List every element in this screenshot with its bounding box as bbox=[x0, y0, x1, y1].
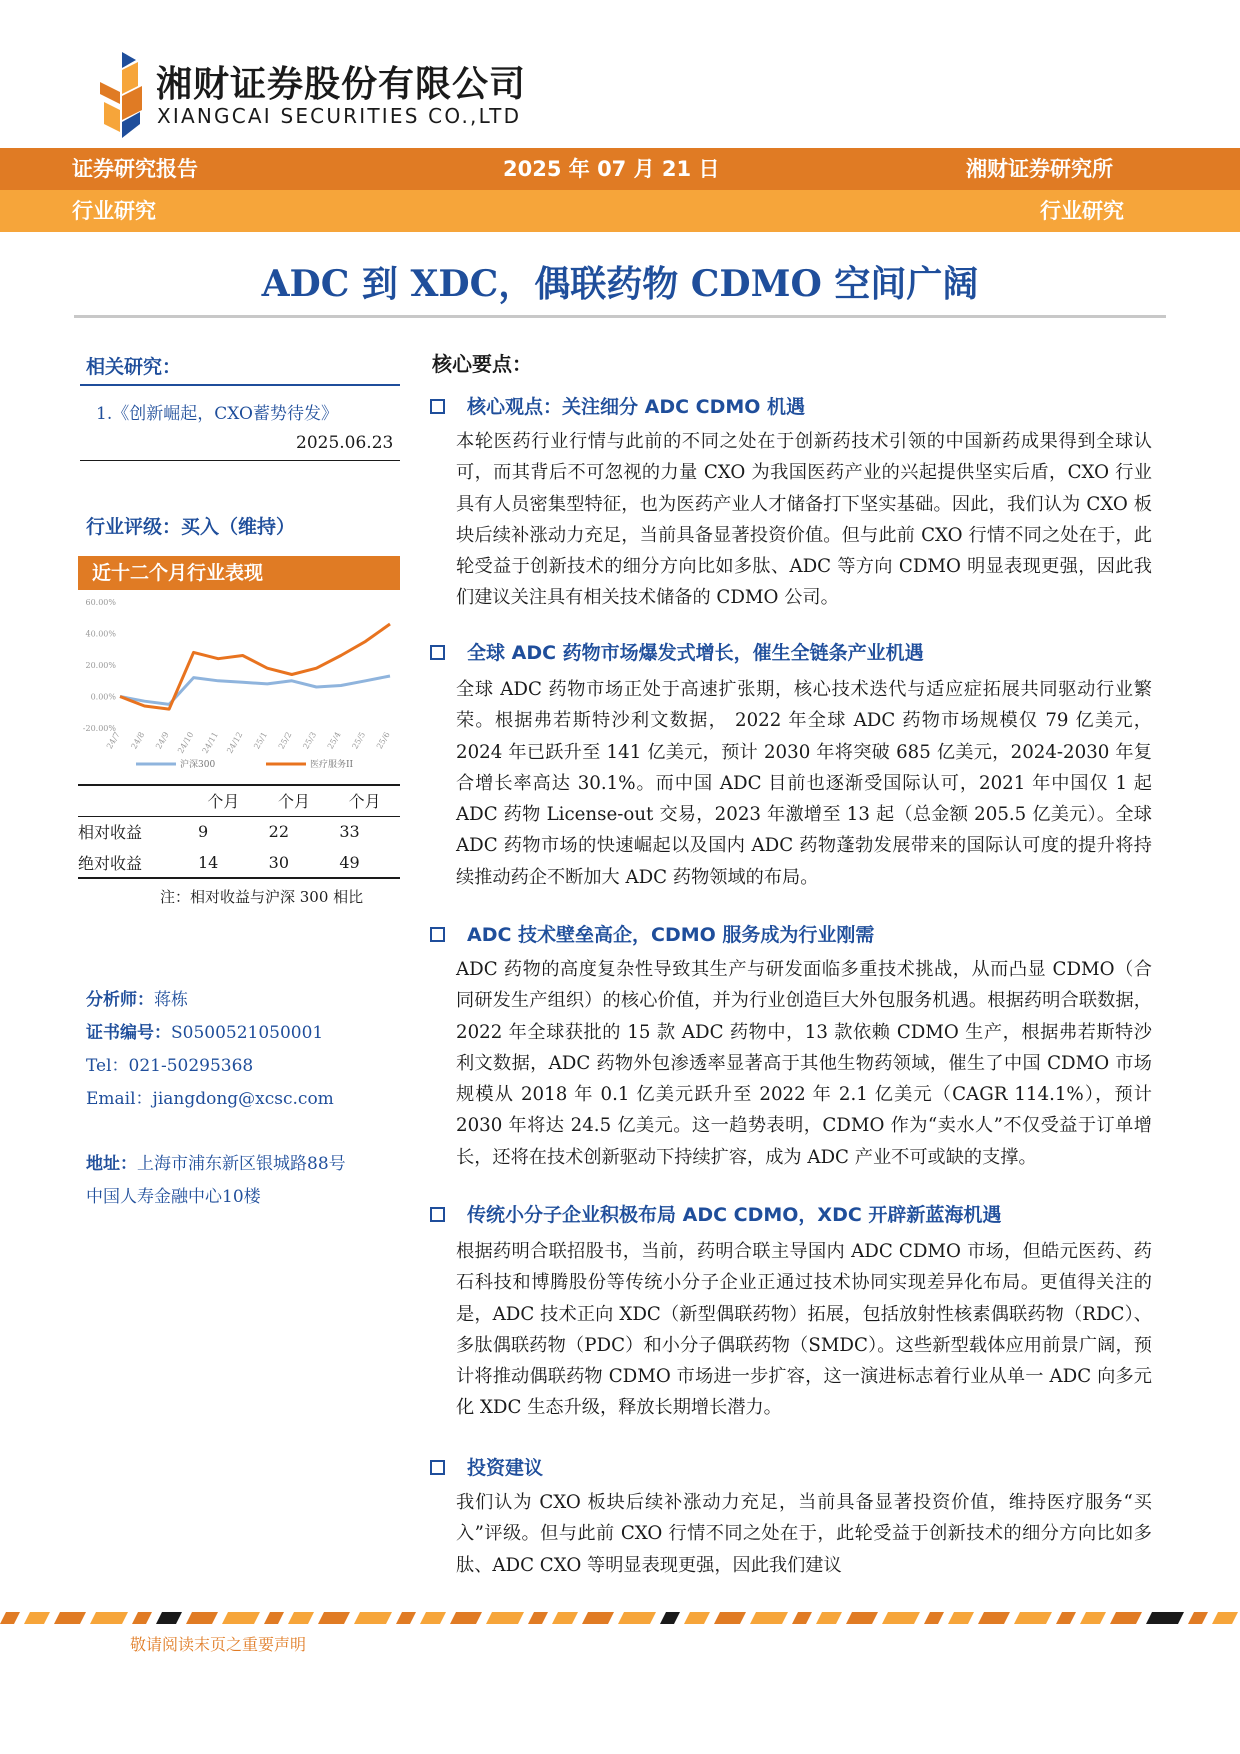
certificate-number: S0500521050001 bbox=[171, 1023, 324, 1043]
category-left: 行业研究 bbox=[72, 199, 156, 223]
section-heading-investment bbox=[430, 1453, 543, 1480]
company-logo bbox=[92, 52, 152, 138]
report-title: ADC 到 XDC，偶联药物 CDMO 空间广阔 bbox=[261, 263, 979, 305]
row-label: 绝对收益 bbox=[78, 847, 188, 878]
table-row bbox=[78, 816, 400, 847]
table-note: 注：相对收益与沪深 300 相比 bbox=[160, 888, 364, 906]
checkbox-bullet-icon bbox=[430, 1460, 445, 1475]
stripe-segment bbox=[1014, 1612, 1052, 1624]
checkbox-bullet-icon bbox=[430, 399, 445, 414]
x-tick-label: 24/8 bbox=[129, 730, 147, 751]
stripe-segment bbox=[948, 1612, 974, 1624]
x-tick-label: 24/10 bbox=[176, 730, 196, 755]
section-title: 传统小分子企业积极布局 ADC CDMO，XDC 开辟新蓝海机遇 bbox=[467, 1204, 1002, 1226]
section-title: ADC 技术壁垒高企，CDMO 服务成为行业刚需 bbox=[467, 924, 875, 946]
y-tick-label: 20.00% bbox=[85, 661, 116, 670]
table-row bbox=[78, 847, 400, 878]
series-line-healthcare bbox=[120, 624, 390, 709]
footer-disclaimer[interactable]: 敬请阅读末页之重要声明 bbox=[130, 1635, 307, 1654]
stripe-segment bbox=[1212, 1612, 1238, 1624]
stripe-segment bbox=[1056, 1612, 1076, 1624]
tel-number: 021-50295368 bbox=[128, 1056, 254, 1076]
section-heading-small-molecule bbox=[430, 1200, 1001, 1227]
section-title: 投资建议 bbox=[467, 1457, 544, 1479]
section-title: 核心观点：关注细分 ADC CDMO 机遇 bbox=[467, 396, 806, 418]
email-line bbox=[86, 1084, 334, 1109]
report-header-band bbox=[0, 148, 1240, 190]
y-tick-label: 40.00% bbox=[85, 629, 116, 639]
related-research-heading: 相关研究： bbox=[86, 356, 182, 378]
x-tick-label: 25/4 bbox=[325, 730, 343, 751]
section-heading-global-adc bbox=[430, 638, 924, 665]
category-band bbox=[0, 190, 1240, 232]
table-header-cell: 个月 bbox=[329, 785, 400, 816]
email-label: Email： bbox=[86, 1089, 153, 1109]
stripe-segment bbox=[420, 1612, 446, 1624]
related-divider bbox=[80, 384, 400, 386]
address-label: 地址： bbox=[86, 1154, 137, 1174]
stripe-segment bbox=[750, 1612, 788, 1624]
checkbox-bullet-icon bbox=[430, 645, 445, 660]
y-tick-label: 60.00% bbox=[85, 598, 116, 607]
stripe-segment bbox=[1110, 1612, 1142, 1624]
y-tick-label: 0.00% bbox=[90, 692, 116, 702]
section-body-adc-barrier: ADC 药物的高度复杂性导致其生产与研发面临多重技术挑战，从而凸显 CDMO（合同研发生产组织）的核心价值，并为行业创造巨大外包服务机遇。根据药明合联数据，2022 年全球获批的 15 款 ADC 药物中，13 款依赖 CDMO 生产，根据弗若斯特沙利文数据，ADC 药物外包渗透率显著高于其他生物药领域，催生了中国 CDMO 市场规模从 2018 年 0.1 亿美元跃升至 2022 年 2.1 亿美元（CAGR 114.1%），预计 2030 年将达 24.5 亿美元。这一趋势表明，CDMO 作为“卖水人”不仅受益于订单增长，还将在技术创新驱动下持续扩容，成为 ADC 产业不可或缺的支撑。 bbox=[456, 959, 1152, 1168]
stripe-segment bbox=[924, 1612, 944, 1624]
performance-heading: 近十二个月行业表现 bbox=[92, 562, 264, 584]
stripe-segment bbox=[354, 1612, 392, 1624]
company-name-cn: 湘财证券股份有限公司 bbox=[156, 64, 527, 105]
stripe-segment bbox=[816, 1612, 842, 1624]
section-heading-core-view bbox=[430, 392, 805, 419]
table-header-cell bbox=[78, 785, 188, 816]
table-cell: 14 bbox=[188, 847, 259, 878]
section-body-global-adc: 全球 ADC 药物市场正处于高速扩张期，核心技术迭代与适应症拓展共同驱动行业繁荣。根据弗若斯特沙利文数据， 2022 年全球 ADC 药物市场规模仅 79 亿美元，2024 年已跃升至 141 亿美元，预计 2030 年将突破 685 亿美元，2024-2030 年复合增长率高达 30.1%。而中国 ADC 目前也逐渐受国际认可，2021 年中国仅 1 起 ADC 药物 License-out 交易，2023 年激增至 13 起（总金额 205.5 亿美元）。全球 ADC 药物市场的快速崛起以及国内 ADC 药物蓬勃发展带来的国际认可度的提升将持续推动药企不断加大 ADC 药物领域的布局。 bbox=[456, 679, 1152, 888]
address-text: 上海市浦东新区银城路88号 bbox=[137, 1154, 346, 1174]
tel-line bbox=[86, 1051, 253, 1076]
analyst-name-line bbox=[86, 985, 188, 1010]
stripe-segment bbox=[882, 1612, 920, 1624]
stripe-segment bbox=[1080, 1612, 1106, 1624]
stripe-segment bbox=[714, 1612, 746, 1624]
table-header-row bbox=[78, 785, 400, 816]
stripe-segment bbox=[846, 1612, 878, 1624]
performance-table bbox=[78, 784, 400, 879]
stripe-segment bbox=[288, 1612, 314, 1624]
section-heading-adc-barrier bbox=[430, 920, 874, 947]
stripe-segment bbox=[978, 1612, 1010, 1624]
stripe-segment bbox=[660, 1612, 680, 1624]
certificate-label: 证书编号： bbox=[86, 1023, 171, 1043]
stripe-segment bbox=[1146, 1612, 1184, 1624]
x-tick-label: 24/7 bbox=[104, 730, 122, 751]
checkbox-bullet-icon bbox=[430, 1207, 445, 1222]
report-type: 证券研究报告 bbox=[72, 157, 198, 181]
series-line-hs300 bbox=[120, 676, 390, 704]
y-tick-label: -20.00% bbox=[82, 724, 116, 733]
address-line-2: 中国人寿金融中心10楼 bbox=[86, 1187, 261, 1207]
stripe-segment bbox=[528, 1612, 548, 1624]
stripe-segment bbox=[132, 1612, 152, 1624]
related-item-date: 2025.06.23 bbox=[296, 433, 394, 453]
stripe-segment bbox=[582, 1612, 614, 1624]
stripe-segment bbox=[396, 1612, 416, 1624]
stripe-segment bbox=[618, 1612, 656, 1624]
stripe-segment bbox=[450, 1612, 482, 1624]
analyst-name: 蒋栋 bbox=[154, 990, 188, 1010]
stripe-segment bbox=[0, 1612, 20, 1624]
industry-rating: 行业评级：买入（维持） bbox=[86, 516, 296, 538]
stripe-segment bbox=[186, 1612, 218, 1624]
table-cell: 33 bbox=[339, 822, 360, 842]
performance-heading-bar bbox=[78, 556, 400, 590]
row-label: 相对收益 bbox=[78, 823, 143, 843]
table-cell: 30 bbox=[259, 847, 330, 878]
stripe-segment bbox=[156, 1612, 182, 1624]
stripe-segment bbox=[90, 1612, 128, 1624]
footer-stripes bbox=[0, 1612, 1240, 1624]
stripe-segment bbox=[486, 1612, 524, 1624]
email-link[interactable]: jiangdong@xcsc.com bbox=[152, 1089, 334, 1109]
category-right: 行业研究 bbox=[1040, 199, 1124, 223]
stripe-segment bbox=[24, 1612, 50, 1624]
stripe-segment bbox=[684, 1612, 710, 1624]
x-tick-label: 25/5 bbox=[350, 730, 368, 751]
related-bottom-rule bbox=[80, 460, 400, 461]
x-tick-label: 24/11 bbox=[200, 730, 220, 755]
legend-label: 医疗服务II bbox=[310, 760, 354, 770]
x-tick-label: 25/6 bbox=[374, 730, 392, 751]
report-date: 2025 年 07 月 21 日 bbox=[503, 157, 720, 181]
table-cell: 9 bbox=[198, 822, 209, 842]
related-item-title[interactable]: 1.《创新崛起，CXO蓄势待发》 bbox=[96, 404, 338, 424]
stripe-segment bbox=[792, 1612, 812, 1624]
stripe-segment bbox=[318, 1612, 350, 1624]
certificate-line bbox=[86, 1018, 323, 1043]
title-divider bbox=[74, 315, 1166, 318]
section-title: 全球 ADC 药物市场爆发式增长，催生全链条产业机遇 bbox=[467, 642, 924, 664]
section-body-small-molecule: 根据药明合联招股书，当前，药明合联主导国内 ADC CDMO 市场，但皓元医药、药石科技和博腾股份等传统小分子企业正通过技术协同实现差异化布局。更值得关注的是，ADC 技术正向 XDC（新型偶联药物）拓展，包括放射性核素偶联药物（RDC）、多肽偶联药物（PDC）和小分子偶联药物（SMDC）。这些新型载体应用前景广阔，预计将推动偶联药物 CDMO 市场进一步扩容，这一演进标志着行业从单一 ADC 向多元化 XDC 生态升级，释放长期增长潜力。 bbox=[456, 1241, 1152, 1419]
address-line-1 bbox=[86, 1149, 346, 1174]
performance-chart bbox=[78, 592, 400, 782]
company-name-en: XIANGCAI SECURITIES CO.,LTD bbox=[157, 104, 522, 128]
section-body-investment: 我们认为 CXO 板块后续补涨动力充足，当前具备显著投资价值，维持医疗服务“买入”评级。但与此前 CXO 行情不同之处在于，此轮受益于创新技术的细分方向比如多肽、ADC CXO 等明显表现更强，因此我们建议 bbox=[456, 1492, 1152, 1576]
stripe-segment bbox=[222, 1612, 260, 1624]
x-tick-label: 24/9 bbox=[154, 730, 171, 751]
table-cell: 49 bbox=[329, 847, 400, 878]
checkbox-bullet-icon bbox=[430, 927, 445, 942]
table-header-cell: 个月 bbox=[188, 785, 259, 816]
x-tick-label: 24/12 bbox=[225, 730, 245, 755]
tel-label: Tel： bbox=[86, 1056, 129, 1076]
stripe-segment bbox=[552, 1612, 578, 1624]
table-cell: 22 bbox=[268, 822, 290, 842]
stripe-segment bbox=[1188, 1612, 1208, 1624]
stripe-segment bbox=[264, 1612, 284, 1624]
x-tick-label: 25/1 bbox=[252, 730, 270, 751]
analyst-label: 分析师： bbox=[86, 990, 154, 1010]
x-tick-label: 25/3 bbox=[301, 730, 319, 751]
institute-name: 湘财证券研究所 bbox=[966, 157, 1113, 181]
x-tick-label: 25/2 bbox=[276, 730, 294, 751]
stripe-segment bbox=[54, 1612, 86, 1624]
section-body-core-view: 本轮医药行业行情与此前的不同之处在于创新药技术引领的中国新药成果得到全球认可，而其背后不可忽视的力量 CXO 为我国医药产业的兴起提供坚实后盾，CXO 行业具有人员密集型特征，也为医药产业人才储备打下坚实基础。因此，我们认为 CXO 板块后续补涨动力充足，当前具备显著投资价值。但与此前 CXO 行情不同之处在于，此轮受益于创新技术的细分方向比如多肽、ADC 等方向 CDMO 明显表现更强，因此我们建议关注具有相关技术储备的 CDMO 公司。 bbox=[456, 431, 1152, 609]
core-points-heading: 核心要点： bbox=[432, 352, 532, 376]
table-header-cell: 个月 bbox=[259, 785, 330, 816]
legend-label: 沪深300 bbox=[180, 760, 216, 770]
